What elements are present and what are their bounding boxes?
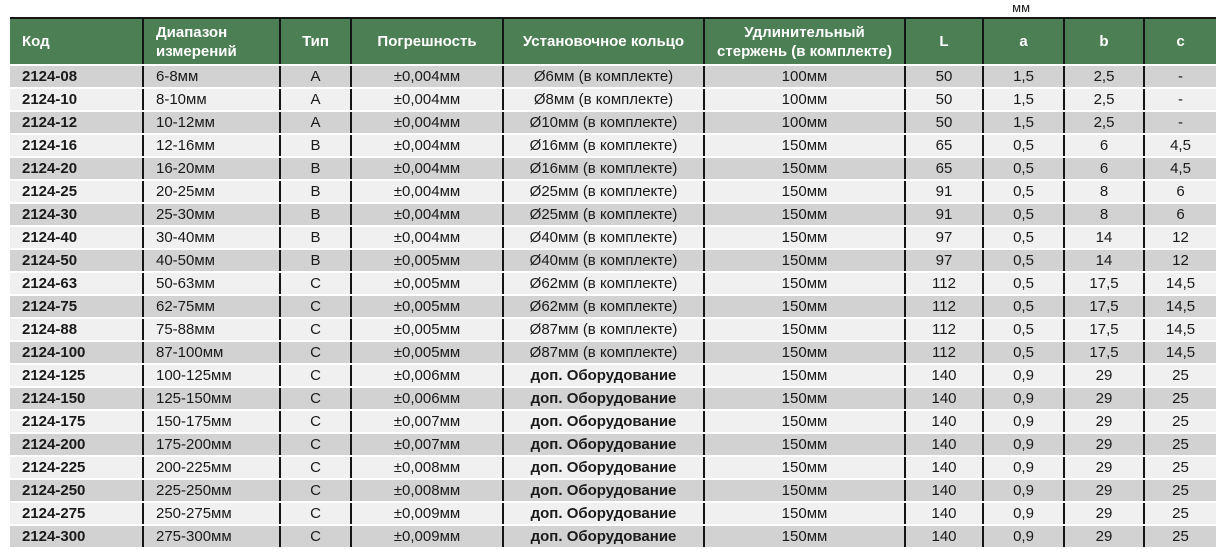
cell-ring: доп. Оборудование — [503, 525, 704, 548]
spec-table — [10, 17, 1216, 549]
cell-L: 140 — [905, 387, 983, 410]
column-header-L: L — [905, 18, 983, 65]
cell-L: 50 — [905, 111, 983, 134]
cell-code: 2124-16 — [10, 134, 143, 157]
cell-code: 2124-225 — [10, 456, 143, 479]
cell-a: 0,9 — [983, 364, 1064, 387]
header-row — [10, 18, 1216, 65]
cell-type: C — [280, 479, 351, 502]
cell-range: 16-20мм — [143, 157, 280, 180]
cell-code: 2124-63 — [10, 272, 143, 295]
cell-c: 25 — [1144, 479, 1216, 502]
cell-b: 17,5 — [1064, 295, 1144, 318]
cell-L: 50 — [905, 88, 983, 111]
column-header-code: Код — [10, 18, 143, 65]
cell-c: 14,5 — [1144, 318, 1216, 341]
cell-range: 12-16мм — [143, 134, 280, 157]
cell-a: 0,9 — [983, 502, 1064, 525]
cell-b: 29 — [1064, 364, 1144, 387]
cell-code: 2124-200 — [10, 433, 143, 456]
cell-c: 25 — [1144, 502, 1216, 525]
cell-ring: Ø25мм (в комплекте) — [503, 203, 704, 226]
cell-accuracy: ±0,008мм — [351, 456, 503, 479]
table-row — [10, 226, 1216, 249]
cell-type: B — [280, 249, 351, 272]
cell-b: 8 — [1064, 203, 1144, 226]
cell-c: 25 — [1144, 525, 1216, 548]
cell-a: 0,9 — [983, 410, 1064, 433]
cell-ring: Ø25мм (в комплекте) — [503, 180, 704, 203]
cell-c: 12 — [1144, 249, 1216, 272]
table-row — [10, 134, 1216, 157]
cell-L: 91 — [905, 180, 983, 203]
table-row — [10, 295, 1216, 318]
cell-L: 140 — [905, 479, 983, 502]
table-row — [10, 525, 1216, 548]
cell-a: 0,5 — [983, 341, 1064, 364]
cell-range: 8-10мм — [143, 88, 280, 111]
cell-range: 150-175мм — [143, 410, 280, 433]
table-row — [10, 479, 1216, 502]
cell-c: - — [1144, 111, 1216, 134]
cell-rod: 150мм — [704, 203, 905, 226]
cell-b: 29 — [1064, 525, 1144, 548]
table-body — [10, 65, 1216, 548]
cell-range: 75-88мм — [143, 318, 280, 341]
cell-b: 2,5 — [1064, 111, 1144, 134]
cell-b: 14 — [1064, 226, 1144, 249]
cell-accuracy: ±0,008мм — [351, 479, 503, 502]
cell-ring: доп. Оборудование — [503, 433, 704, 456]
cell-range: 20-25мм — [143, 180, 280, 203]
cell-ring: Ø40мм (в комплекте) — [503, 226, 704, 249]
cell-range: 25-30мм — [143, 203, 280, 226]
cell-ring: Ø8мм (в комплекте) — [503, 88, 704, 111]
cell-a: 0,5 — [983, 318, 1064, 341]
cell-code: 2124-275 — [10, 502, 143, 525]
cell-type: B — [280, 203, 351, 226]
cell-type: C — [280, 456, 351, 479]
cell-L: 91 — [905, 203, 983, 226]
cell-rod: 150мм — [704, 180, 905, 203]
table-header — [10, 18, 1216, 65]
cell-accuracy: ±0,007мм — [351, 410, 503, 433]
cell-b: 29 — [1064, 502, 1144, 525]
cell-a: 0,9 — [983, 433, 1064, 456]
cell-range: 200-225мм — [143, 456, 280, 479]
cell-accuracy: ±0,005мм — [351, 272, 503, 295]
cell-ring: Ø6мм (в комплекте) — [503, 65, 704, 88]
cell-range: 100-125мм — [143, 364, 280, 387]
cell-rod: 150мм — [704, 364, 905, 387]
cell-accuracy: ±0,007мм — [351, 433, 503, 456]
cell-code: 2124-300 — [10, 525, 143, 548]
cell-b: 29 — [1064, 433, 1144, 456]
cell-a: 0,5 — [983, 295, 1064, 318]
cell-type: B — [280, 157, 351, 180]
cell-ring: доп. Оборудование — [503, 410, 704, 433]
cell-L: 112 — [905, 341, 983, 364]
column-header-range: Диапазон измерений — [143, 18, 280, 65]
cell-code: 2124-40 — [10, 226, 143, 249]
cell-type: C — [280, 433, 351, 456]
cell-L: 140 — [905, 364, 983, 387]
cell-rod: 150мм — [704, 272, 905, 295]
cell-code: 2124-125 — [10, 364, 143, 387]
column-header-rod: Удлинительный стержень (в комплекте) — [704, 18, 905, 65]
cell-rod: 150мм — [704, 433, 905, 456]
cell-type: A — [280, 88, 351, 111]
cell-accuracy: ±0,004мм — [351, 111, 503, 134]
cell-rod: 100мм — [704, 111, 905, 134]
cell-type: C — [280, 387, 351, 410]
cell-c: 14,5 — [1144, 341, 1216, 364]
cell-b: 29 — [1064, 456, 1144, 479]
cell-accuracy: ±0,004мм — [351, 226, 503, 249]
cell-c: 14,5 — [1144, 295, 1216, 318]
cell-code: 2124-08 — [10, 65, 143, 88]
cell-L: 50 — [905, 65, 983, 88]
table-row — [10, 410, 1216, 433]
cell-a: 0,5 — [983, 226, 1064, 249]
unit-label: мм — [1012, 0, 1030, 15]
cell-accuracy: ±0,005мм — [351, 318, 503, 341]
cell-range: 30-40мм — [143, 226, 280, 249]
cell-rod: 150мм — [704, 410, 905, 433]
cell-ring: доп. Оборудование — [503, 364, 704, 387]
table-row — [10, 341, 1216, 364]
cell-c: 25 — [1144, 364, 1216, 387]
table-row — [10, 180, 1216, 203]
cell-range: 6-8мм — [143, 65, 280, 88]
cell-type: C — [280, 341, 351, 364]
cell-L: 140 — [905, 502, 983, 525]
cell-type: A — [280, 65, 351, 88]
table-row — [10, 272, 1216, 295]
cell-a: 0,9 — [983, 456, 1064, 479]
cell-code: 2124-75 — [10, 295, 143, 318]
cell-b: 17,5 — [1064, 318, 1144, 341]
cell-code: 2124-25 — [10, 180, 143, 203]
table-row — [10, 88, 1216, 111]
cell-rod: 100мм — [704, 65, 905, 88]
cell-code: 2124-175 — [10, 410, 143, 433]
cell-type: C — [280, 502, 351, 525]
cell-type: C — [280, 410, 351, 433]
cell-c: 12 — [1144, 226, 1216, 249]
column-header-b: b — [1064, 18, 1144, 65]
cell-type: C — [280, 364, 351, 387]
cell-c: - — [1144, 88, 1216, 111]
cell-b: 17,5 — [1064, 341, 1144, 364]
table-row — [10, 433, 1216, 456]
cell-type: A — [280, 111, 351, 134]
cell-rod: 100мм — [704, 88, 905, 111]
cell-type: B — [280, 134, 351, 157]
cell-accuracy: ±0,004мм — [351, 157, 503, 180]
cell-c: 25 — [1144, 387, 1216, 410]
cell-L: 65 — [905, 134, 983, 157]
cell-rod: 150мм — [704, 134, 905, 157]
column-header-c: c — [1144, 18, 1216, 65]
cell-type: C — [280, 525, 351, 548]
cell-ring: доп. Оборудование — [503, 456, 704, 479]
cell-L: 97 — [905, 249, 983, 272]
column-header-type: Тип — [280, 18, 351, 65]
cell-b: 8 — [1064, 180, 1144, 203]
cell-b: 6 — [1064, 157, 1144, 180]
cell-accuracy: ±0,004мм — [351, 180, 503, 203]
cell-rod: 150мм — [704, 249, 905, 272]
table-row — [10, 157, 1216, 180]
cell-c: 25 — [1144, 410, 1216, 433]
cell-accuracy: ±0,005мм — [351, 249, 503, 272]
cell-c: 4,5 — [1144, 134, 1216, 157]
cell-rod: 150мм — [704, 226, 905, 249]
cell-a: 0,5 — [983, 134, 1064, 157]
cell-c: 4,5 — [1144, 157, 1216, 180]
cell-rod: 150мм — [704, 456, 905, 479]
table-row — [10, 203, 1216, 226]
cell-code: 2124-12 — [10, 111, 143, 134]
cell-ring: доп. Оборудование — [503, 387, 704, 410]
cell-c: 14,5 — [1144, 272, 1216, 295]
cell-b: 17,5 — [1064, 272, 1144, 295]
cell-c: 6 — [1144, 203, 1216, 226]
cell-rod: 150мм — [704, 479, 905, 502]
cell-ring: Ø62мм (в комплекте) — [503, 295, 704, 318]
cell-range: 225-250мм — [143, 479, 280, 502]
column-header-accuracy: Погрешность — [351, 18, 503, 65]
cell-L: 97 — [905, 226, 983, 249]
cell-code: 2124-10 — [10, 88, 143, 111]
table-row — [10, 456, 1216, 479]
table-row — [10, 364, 1216, 387]
cell-ring: Ø10мм (в комплекте) — [503, 111, 704, 134]
cell-a: 0,5 — [983, 249, 1064, 272]
cell-b: 14 — [1064, 249, 1144, 272]
cell-a: 0,9 — [983, 387, 1064, 410]
cell-accuracy: ±0,006мм — [351, 364, 503, 387]
cell-accuracy: ±0,009мм — [351, 525, 503, 548]
cell-accuracy: ±0,005мм — [351, 295, 503, 318]
cell-ring: доп. Оборудование — [503, 479, 704, 502]
cell-a: 1,5 — [983, 111, 1064, 134]
cell-L: 140 — [905, 456, 983, 479]
cell-type: C — [280, 295, 351, 318]
table-row — [10, 387, 1216, 410]
cell-ring: Ø40мм (в комплекте) — [503, 249, 704, 272]
cell-code: 2124-20 — [10, 157, 143, 180]
table-row — [10, 249, 1216, 272]
cell-code: 2124-150 — [10, 387, 143, 410]
cell-ring: Ø16мм (в комплекте) — [503, 134, 704, 157]
cell-a: 0,5 — [983, 272, 1064, 295]
cell-b: 29 — [1064, 387, 1144, 410]
cell-accuracy: ±0,004мм — [351, 203, 503, 226]
column-header-a: a — [983, 18, 1064, 65]
cell-c: - — [1144, 65, 1216, 88]
cell-rod: 150мм — [704, 157, 905, 180]
cell-b: 2,5 — [1064, 65, 1144, 88]
cell-L: 112 — [905, 272, 983, 295]
cell-code: 2124-250 — [10, 479, 143, 502]
cell-b: 2,5 — [1064, 88, 1144, 111]
cell-b: 6 — [1064, 134, 1144, 157]
cell-L: 140 — [905, 410, 983, 433]
cell-range: 250-275мм — [143, 502, 280, 525]
cell-ring: Ø87мм (в комплекте) — [503, 318, 704, 341]
cell-a: 1,5 — [983, 88, 1064, 111]
cell-accuracy: ±0,005мм — [351, 341, 503, 364]
cell-range: 50-63мм — [143, 272, 280, 295]
cell-L: 140 — [905, 525, 983, 548]
table-row — [10, 318, 1216, 341]
cell-a: 0,5 — [983, 180, 1064, 203]
cell-range: 175-200мм — [143, 433, 280, 456]
cell-type: B — [280, 226, 351, 249]
cell-b: 29 — [1064, 410, 1144, 433]
cell-accuracy: ±0,006мм — [351, 387, 503, 410]
cell-rod: 150мм — [704, 525, 905, 548]
cell-accuracy: ±0,009мм — [351, 502, 503, 525]
cell-L: 112 — [905, 295, 983, 318]
cell-range: 125-150мм — [143, 387, 280, 410]
cell-range: 275-300мм — [143, 525, 280, 548]
cell-rod: 150мм — [704, 387, 905, 410]
cell-type: C — [280, 272, 351, 295]
cell-type: B — [280, 180, 351, 203]
cell-L: 112 — [905, 318, 983, 341]
cell-a: 0,5 — [983, 157, 1064, 180]
cell-ring: Ø16мм (в комплекте) — [503, 157, 704, 180]
cell-ring: Ø87мм (в комплекте) — [503, 341, 704, 364]
cell-b: 29 — [1064, 479, 1144, 502]
cell-ring: Ø62мм (в комплекте) — [503, 272, 704, 295]
cell-rod: 150мм — [704, 318, 905, 341]
cell-rod: 150мм — [704, 295, 905, 318]
cell-L: 140 — [905, 433, 983, 456]
cell-a: 1,5 — [983, 65, 1064, 88]
cell-range: 40-50мм — [143, 249, 280, 272]
table-row — [10, 65, 1216, 88]
cell-accuracy: ±0,004мм — [351, 65, 503, 88]
table-row — [10, 111, 1216, 134]
cell-range: 10-12мм — [143, 111, 280, 134]
cell-c: 6 — [1144, 180, 1216, 203]
cell-accuracy: ±0,004мм — [351, 88, 503, 111]
cell-code: 2124-88 — [10, 318, 143, 341]
cell-rod: 150мм — [704, 502, 905, 525]
cell-type: C — [280, 318, 351, 341]
cell-code: 2124-30 — [10, 203, 143, 226]
cell-code: 2124-100 — [10, 341, 143, 364]
cell-range: 87-100мм — [143, 341, 280, 364]
table-row — [10, 502, 1216, 525]
cell-ring: доп. Оборудование — [503, 502, 704, 525]
column-header-ring: Установочное кольцо — [503, 18, 704, 65]
cell-L: 65 — [905, 157, 983, 180]
cell-c: 25 — [1144, 456, 1216, 479]
cell-c: 25 — [1144, 433, 1216, 456]
cell-a: 0,5 — [983, 203, 1064, 226]
cell-rod: 150мм — [704, 341, 905, 364]
cell-range: 62-75мм — [143, 295, 280, 318]
cell-a: 0,9 — [983, 479, 1064, 502]
cell-code: 2124-50 — [10, 249, 143, 272]
cell-a: 0,9 — [983, 525, 1064, 548]
cell-accuracy: ±0,004мм — [351, 134, 503, 157]
